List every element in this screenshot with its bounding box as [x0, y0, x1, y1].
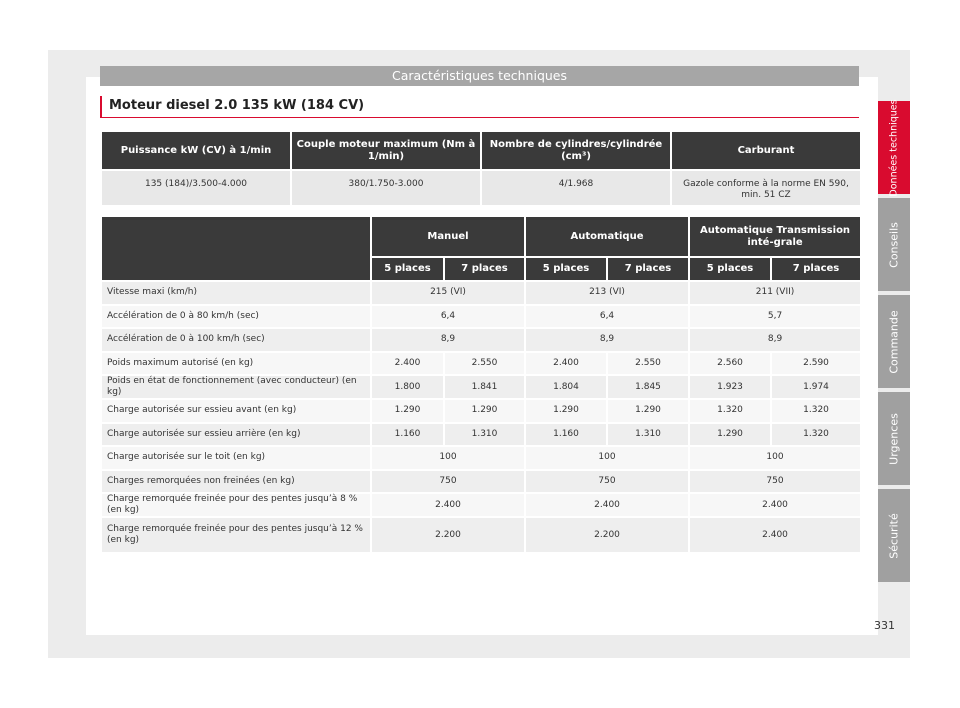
- table-row: [101, 328, 861, 352]
- row-value: 100: [689, 446, 861, 470]
- section-header: Caractéristiques techniques: [100, 66, 859, 86]
- engine-header-power: Puissance kW (CV) à 1/min: [101, 131, 291, 170]
- tab-label: Sécurité: [887, 512, 901, 559]
- row-value: 1.845: [607, 375, 689, 399]
- perf-group-manual: Manuel: [371, 216, 525, 257]
- table-row: [101, 446, 861, 470]
- perf-sub-header: 7 places: [771, 257, 861, 281]
- row-value: 2.400: [371, 493, 525, 517]
- table-row: [101, 517, 861, 553]
- tab-label: Commande: [887, 309, 901, 374]
- row-value: 2.400: [689, 517, 861, 553]
- row-value: 2.200: [525, 517, 689, 553]
- engine-cell-power: 135 (184)/3.500-4.000: [101, 170, 291, 206]
- table-row: [101, 470, 861, 494]
- row-label: Poids maximum autorisé (en kg): [101, 352, 371, 376]
- row-value: 5,7: [689, 305, 861, 329]
- table-row: [101, 493, 861, 517]
- row-value: 2.400: [525, 352, 607, 376]
- row-label: Charge autorisée sur essieu avant (en kg): [101, 399, 371, 423]
- row-value: 2.590: [771, 352, 861, 376]
- row-value: 1.290: [689, 423, 771, 447]
- row-value: 1.310: [444, 423, 525, 447]
- row-label: Accélération de 0 à 80 km/h (sec): [101, 305, 371, 329]
- tab-label: Conseils: [887, 221, 901, 268]
- row-value: 1.310: [607, 423, 689, 447]
- table-row: [101, 281, 861, 305]
- row-value: 8,9: [525, 328, 689, 352]
- perf-group-automatic-awd: Automatique Transmission inté-grale: [689, 216, 861, 257]
- tab-label: Données techniques: [888, 98, 900, 197]
- engine-table-header-row: [101, 131, 861, 170]
- row-value: 750: [689, 470, 861, 494]
- tab-commande[interactable]: [878, 295, 910, 388]
- tab-conseils[interactable]: [878, 198, 910, 291]
- row-value: 1.290: [607, 399, 689, 423]
- page-title: Moteur diesel 2.0 135 kW (184 CV): [109, 98, 365, 113]
- row-value: 6,4: [525, 305, 689, 329]
- row-value: 1.320: [689, 399, 771, 423]
- table-row: [101, 423, 861, 447]
- engine-cell-fuel: Gazole conforme à la norme EN 590, min. 51 CZ: [671, 170, 861, 206]
- engine-cell-cylinders: 4/1.968: [481, 170, 671, 206]
- row-value: 2.550: [444, 352, 525, 376]
- perf-group-header-row: [101, 216, 861, 257]
- title-bar: [100, 96, 859, 118]
- row-value: 1.160: [371, 423, 444, 447]
- engine-header-fuel: Carburant: [671, 131, 861, 170]
- row-value: 750: [525, 470, 689, 494]
- row-value: 1.320: [771, 399, 861, 423]
- row-value: 1.320: [771, 423, 861, 447]
- row-value: 215 (VI): [371, 281, 525, 305]
- row-value: 2.400: [689, 493, 861, 517]
- tab-label: Urgences: [887, 412, 901, 465]
- tab-securite[interactable]: [878, 489, 910, 582]
- engine-table-row: [101, 170, 861, 206]
- perf-sub-header: 7 places: [444, 257, 525, 281]
- row-value: 1.923: [689, 375, 771, 399]
- row-value: 8,9: [371, 328, 525, 352]
- perf-sub-header: 7 places: [607, 257, 689, 281]
- performance-table: [100, 215, 862, 554]
- row-label: Charge remorquée freinée pour des pentes jusqu’à 8 % (en kg): [101, 493, 371, 517]
- engine-table: [100, 130, 862, 207]
- row-value: 1.800: [371, 375, 444, 399]
- row-label: Poids en état de fonctionnement (avec conducteur) (en kg): [101, 375, 371, 399]
- row-value: 2.400: [371, 352, 444, 376]
- row-value: 2.400: [525, 493, 689, 517]
- row-value: 1.804: [525, 375, 607, 399]
- engine-cell-torque: 380/1.750-3.000: [291, 170, 481, 206]
- row-value: 1.160: [525, 423, 607, 447]
- table-row: [101, 399, 861, 423]
- row-value: 1.841: [444, 375, 525, 399]
- row-value: 2.550: [607, 352, 689, 376]
- perf-sub-header: 5 places: [371, 257, 444, 281]
- perf-sub-header: 5 places: [525, 257, 607, 281]
- perf-header-blank: [101, 216, 371, 281]
- row-label: Charges remorquées non freinées (en kg): [101, 470, 371, 494]
- row-label: Charge autorisée sur essieu arrière (en kg): [101, 423, 371, 447]
- tab-urgences[interactable]: [878, 392, 910, 485]
- row-value: 211 (VII): [689, 281, 861, 305]
- row-value: 6,4: [371, 305, 525, 329]
- perf-group-automatic: Automatique: [525, 216, 689, 257]
- row-value: 8,9: [689, 328, 861, 352]
- row-value: 213 (VI): [525, 281, 689, 305]
- row-label: Charge remorquée freinée pour des pentes jusqu’à 12 % (en kg): [101, 517, 371, 553]
- perf-sub-header: 5 places: [689, 257, 771, 281]
- row-value: 1.290: [525, 399, 607, 423]
- engine-header-cylinders: Nombre de cylindres/cylindrée (cm³): [481, 131, 671, 170]
- row-value: 1.290: [444, 399, 525, 423]
- row-value: 2.200: [371, 517, 525, 553]
- table-row: [101, 305, 861, 329]
- row-value: 100: [371, 446, 525, 470]
- row-value: 750: [371, 470, 525, 494]
- row-value: 1.974: [771, 375, 861, 399]
- row-label: Charge autorisée sur le toit (en kg): [101, 446, 371, 470]
- page-number: 331: [874, 619, 895, 632]
- row-label: Vitesse maxi (km/h): [101, 281, 371, 305]
- engine-header-torque: Couple moteur maximum (Nm à 1/min): [291, 131, 481, 170]
- row-value: 2.560: [689, 352, 771, 376]
- row-value: 100: [525, 446, 689, 470]
- table-row: [101, 375, 861, 399]
- row-value: 1.290: [371, 399, 444, 423]
- tab-donnees-techniques[interactable]: [878, 98, 910, 197]
- table-row: [101, 352, 861, 376]
- row-label: Accélération de 0 à 100 km/h (sec): [101, 328, 371, 352]
